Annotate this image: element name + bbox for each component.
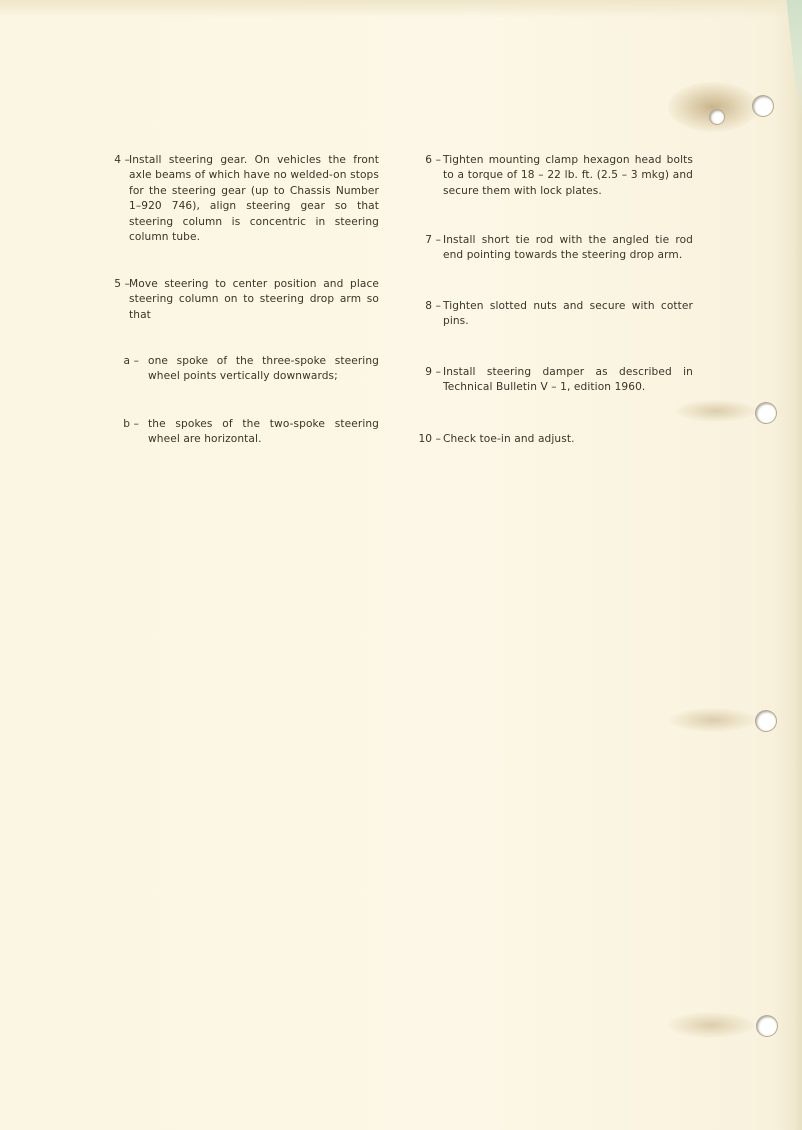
- item-text: Check toe-in and adjust.: [443, 433, 575, 445]
- item-number: 9 –: [425, 366, 441, 378]
- item-letter: b –: [123, 418, 139, 430]
- item-number: 4 –: [114, 154, 130, 166]
- paper-top-shading: [0, 0, 802, 18]
- binder-hole-2: [756, 403, 776, 423]
- item-text: Tighten mounting clamp hexagon head bolts to a torque of 18 – 22 lb. ft. (2.5 – 3 mkg) and secure them with lock plates.: [443, 154, 693, 197]
- item-text: Install steering gear. On vehicles the front axle beams of which have no welded-on stops for the steering gear (up to Chassis Number 1–920 746), align steering gear so that steering column is concentric in steering column tube.: [129, 154, 379, 244]
- binder-hole-tear: [710, 110, 724, 124]
- stain-mark: [668, 82, 758, 132]
- item-number: 10 –: [418, 433, 441, 445]
- item-text: Move steering to center position and place steering column on to steering drop arm so that: [129, 278, 379, 321]
- stain-mark: [668, 1012, 754, 1038]
- stain-mark: [670, 708, 756, 732]
- item-number: 6 –: [425, 154, 441, 166]
- item-text: one spoke of the three-spoke steering wheel points vertically downwards;: [148, 355, 379, 383]
- stain-mark: [676, 400, 756, 422]
- binder-hole-1: [753, 96, 773, 116]
- binder-hole-4: [757, 1016, 777, 1036]
- binder-hole-3: [756, 711, 776, 731]
- item-letter: a –: [123, 355, 139, 367]
- item-text: Install steering damper as described in Technical Bulletin V – 1, edition 1960.: [443, 366, 693, 394]
- item-number: 8 –: [425, 300, 441, 312]
- item-text: Tighten slotted nuts and secure with cotter pins.: [443, 300, 693, 328]
- item-number: 5 –: [114, 278, 130, 290]
- item-number: 7 –: [425, 234, 441, 246]
- item-text: the spokes of the two-spoke steering wheel are horizontal.: [148, 418, 379, 446]
- item-text: Install short tie rod with the angled tie rod end pointing towards the steering drop arm.: [443, 234, 693, 262]
- paper-right-edge: [772, 0, 802, 1130]
